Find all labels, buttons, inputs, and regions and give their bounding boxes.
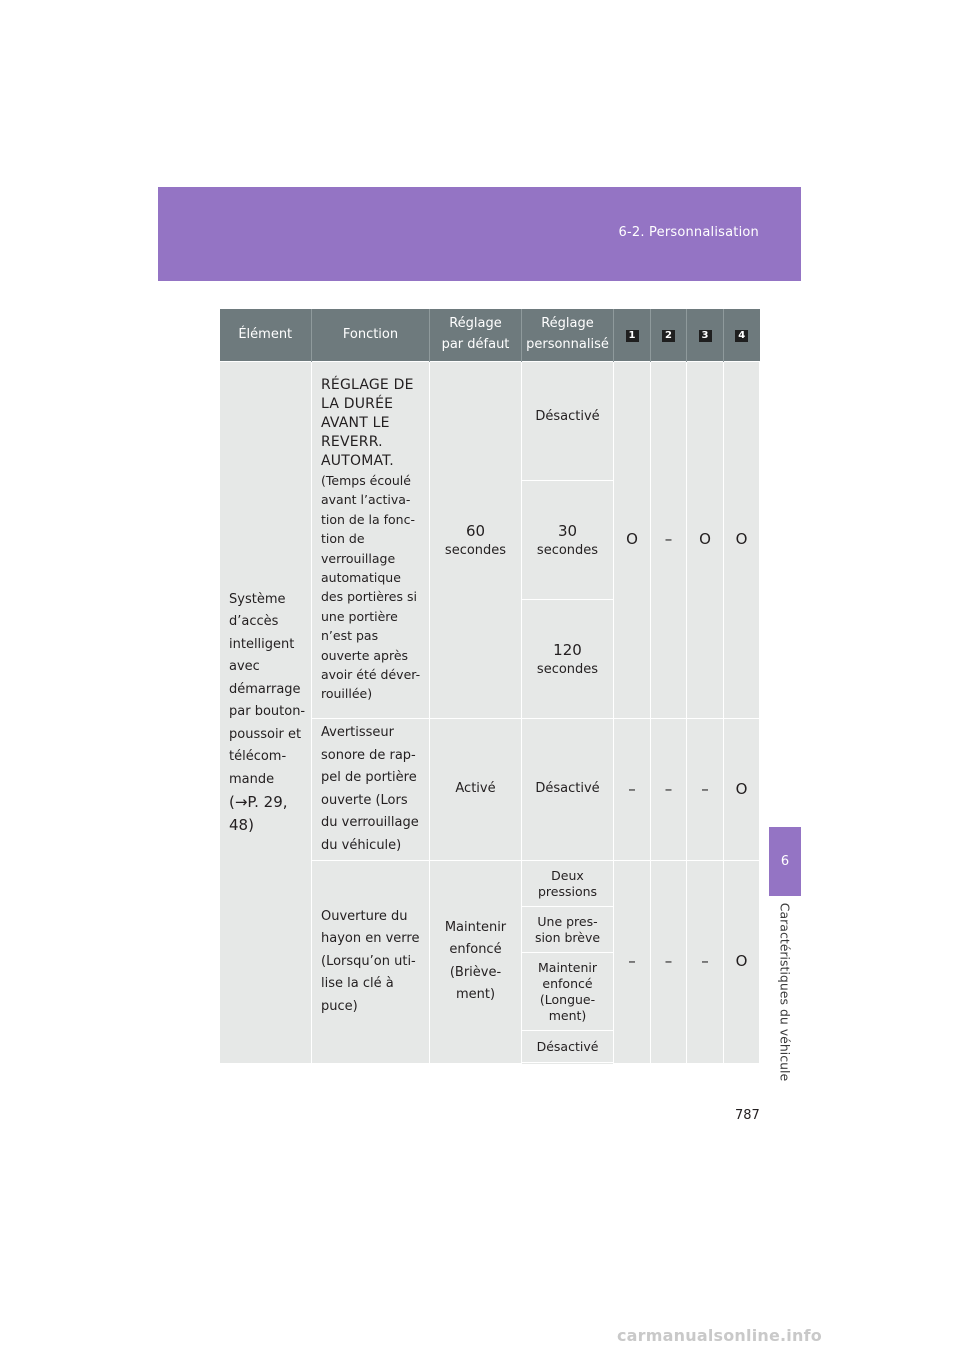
function-desc-line: automatique	[321, 570, 401, 586]
header-default-line2: par défaut	[441, 337, 510, 352]
header-custom-line1: Réglage	[541, 316, 594, 332]
chapter-number: 6	[780, 854, 790, 869]
custom-option-unit: secondes	[536, 662, 599, 677]
watermark: carmanualsonline.info	[617, 1326, 822, 1345]
custom-option-unit: secondes	[536, 543, 599, 558]
custom-option-line: Désactivé	[536, 1038, 599, 1054]
element-line: avec	[229, 659, 260, 674]
custom-option-line: Deux	[551, 867, 584, 883]
custom-option-cell: Désactivé	[522, 719, 614, 861]
function-line: hayon en verre	[321, 931, 420, 946]
function-line: Ouverture du	[321, 908, 408, 924]
function-title-line: RÉGLAGE DE	[321, 377, 414, 393]
function-desc-line: une portière	[321, 608, 398, 624]
function-line: pel de portière	[321, 770, 417, 785]
default-line: (Briève-	[449, 964, 502, 980]
default-value: 60	[465, 522, 486, 540]
element-page-ref: (→P. 29,	[229, 793, 288, 811]
custom-option-cell	[522, 600, 614, 719]
function-desc-line: avoir été déver-	[321, 667, 421, 683]
custom-option-cell	[522, 1031, 614, 1063]
header-method-3	[687, 309, 724, 362]
function-line: Avertisseur	[321, 725, 395, 740]
custom-option-line: (Longue-	[539, 991, 596, 1007]
method-mark-1: –	[614, 719, 651, 861]
function-desc-line: tion de la fonc-	[321, 511, 415, 527]
element-line: Système	[229, 591, 286, 607]
section-header-band	[158, 187, 801, 281]
method-mark-3: –	[687, 719, 724, 861]
table-row	[220, 362, 760, 481]
method-mark-4: O	[724, 362, 760, 719]
custom-option-cell	[522, 953, 614, 1031]
function-desc-line: avant l’activa-	[321, 492, 411, 508]
element-page-ref: 48)	[229, 815, 254, 834]
custom-option-cell	[522, 481, 614, 600]
element-line: démarrage	[229, 681, 301, 697]
function-cell-door-warning	[312, 719, 430, 861]
customization-table	[219, 309, 760, 1064]
default-cell-door-warning: Activé	[430, 719, 522, 861]
custom-option-line: sion brève	[534, 929, 601, 945]
function-line: du véhicule)	[321, 837, 402, 853]
element-line: par bouton-	[229, 704, 306, 719]
custom-option-line: ment)	[548, 1007, 587, 1023]
default-cell-glass-hatch	[430, 861, 522, 1064]
custom-option-value: 30	[557, 522, 578, 540]
chapter-tab	[769, 827, 801, 896]
method-mark-2: –	[651, 861, 687, 1064]
header-custom-line2: personnalisé	[526, 337, 609, 352]
function-title-line: AVANT LE	[321, 415, 390, 431]
custom-option-value: Désactivé	[535, 409, 600, 424]
method-mark-4: O	[724, 861, 760, 1064]
element-line: intelligent	[229, 636, 295, 652]
method-mark-2: –	[651, 362, 687, 719]
function-desc-line: tion de	[321, 531, 365, 547]
custom-option-line: enfoncé	[542, 975, 593, 991]
element-line: mande	[229, 771, 275, 787]
function-line: sonore de rap-	[321, 747, 416, 763]
section-title: 6-2. Personnalisation	[618, 225, 759, 240]
method-mark-3: O	[687, 362, 724, 719]
custom-option-value: 120	[553, 641, 582, 659]
default-line: Maintenir	[444, 919, 507, 935]
function-line: lise la clé à	[321, 976, 394, 991]
table-header-row	[220, 309, 760, 362]
method-mark-1: O	[614, 362, 651, 719]
header-function: Fonction	[312, 309, 430, 362]
element-line: poussoir et	[229, 726, 302, 742]
header-element: Élément	[220, 309, 312, 362]
element-cell	[220, 362, 312, 1064]
method-mark-1: –	[614, 861, 651, 1064]
custom-option-cell	[522, 362, 614, 481]
function-cell-glass-hatch	[312, 861, 430, 1064]
function-line: du verrouillage	[321, 815, 419, 830]
page-number: 787	[735, 1108, 760, 1123]
function-desc-line: n’est pas	[321, 628, 379, 644]
function-title-line: AUTOMAT.	[321, 453, 394, 469]
chapter-title: Caractéristiques du véhicule	[777, 902, 793, 1082]
header-custom-setting	[522, 309, 614, 362]
method-badge-3: 3	[699, 330, 712, 342]
function-desc-line: verrouillage	[321, 550, 396, 566]
function-line: (Lorsqu’on uti-	[321, 953, 416, 969]
default-line: enfoncé	[449, 942, 502, 958]
header-method-2	[651, 309, 687, 362]
spacer-cell	[522, 1063, 614, 1064]
header-default-setting	[430, 309, 522, 362]
method-mark-4: O	[724, 719, 760, 861]
method-badge-2: 2	[662, 330, 675, 342]
header-method-1	[614, 309, 651, 362]
custom-option-line: Une pres-	[537, 913, 598, 929]
custom-option-line: Maintenir	[538, 959, 597, 975]
custom-option-cell	[522, 907, 614, 953]
function-cell-relock	[312, 362, 430, 719]
function-line: ouverte (Lors	[321, 792, 408, 808]
element-line: télécom-	[229, 749, 287, 764]
custom-option-line: pressions	[537, 883, 598, 899]
default-line: ment)	[455, 987, 496, 1003]
custom-option-cell	[522, 861, 614, 907]
function-title-line: LA DURÉE	[321, 396, 394, 412]
default-unit: secondes	[444, 543, 507, 558]
default-cell-relock	[430, 362, 522, 719]
function-title-line: REVERR.	[321, 434, 383, 450]
function-desc-line: ouverte après	[321, 647, 409, 663]
function-desc-line: (Temps écoulé	[321, 473, 411, 488]
function-desc-line: rouillée)	[321, 686, 373, 702]
method-badge-4: 4	[735, 330, 748, 342]
function-desc-line: des portières si	[321, 589, 417, 605]
function-line: puce)	[321, 998, 358, 1014]
method-mark-3: –	[687, 861, 724, 1064]
method-badge-1: 1	[626, 330, 639, 342]
method-mark-2: –	[651, 719, 687, 861]
header-default-line1: Réglage	[449, 316, 502, 332]
header-method-4	[724, 309, 760, 362]
element-line: d’accès	[229, 614, 279, 629]
